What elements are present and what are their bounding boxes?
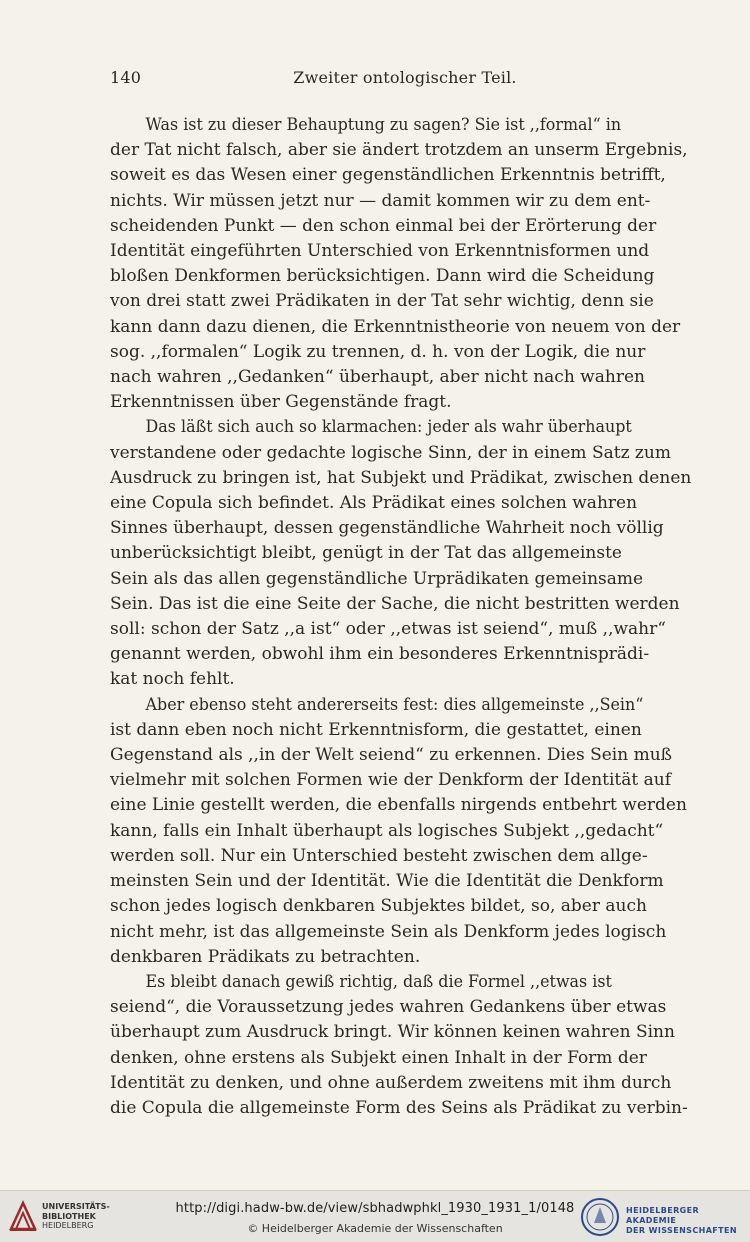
text-line: Das läßt sich auch so klarmachen: jeder als wahr überhaupt [145, 417, 632, 438]
text-line: vielmehr mit solchen Formen wie der Denkform der Identität auf [110, 770, 671, 791]
text-line: eine Linie gestellt werden, die ebenfalls nirgends entbehrt werden [110, 795, 687, 816]
text-line: nicht mehr, ist das allgemeinste Sein als Denkform jedes logisch [110, 921, 667, 942]
text-line: kann, falls ein Inhalt überhaupt als logisches Subjekt ,,gedacht“ [110, 820, 664, 841]
text-line: die Copula die allgemeinste Form des Seins als Prädikat zu verbin- [110, 1097, 688, 1118]
text-line: werden soll. Nur ein Unterschied besteht zwischen dem allge- [110, 845, 648, 866]
text-line: seiend“, die Voraussetzung jedes wahren Gedankens über etwas [110, 997, 667, 1018]
text-line: Aber ebenso steht andererseits fest: dies allgemeinste ,,Sein“ [145, 694, 644, 715]
text-line: verstandene oder gedachte logische Sinn, der in einem Satz zum [110, 442, 671, 463]
text-line: Erkenntnissen über Gegenstände fragt. [110, 392, 452, 413]
text-line: soweit es das Wesen einer gegenständlichen Erkenntnis betrifft, [110, 165, 666, 186]
paragraph [110, 693, 700, 970]
text-line: genannt werden, obwohl ihm ein besonderes Erkenntnisprädi- [110, 644, 650, 665]
text-line: ist dann eben noch nicht Erkenntnisform, die gestattet, einen [110, 719, 642, 740]
text-line: Ausdruck zu bringen ist, hat Subjekt und Prädikat, zwischen denen [110, 467, 692, 488]
text-line: unberücksichtigt bleibt, genügt in der Tat das allgemeinste [110, 543, 622, 564]
viewer-footer [0, 1190, 750, 1242]
paragraph [110, 415, 700, 692]
text-line: der Tat nicht falsch, aber sie ändert trotzdem an unserm Ergebnis, [110, 140, 688, 161]
text-line: überhaupt zum Ausdruck bringt. Wir können keinen wahren Sinn [110, 1022, 675, 1043]
academy-name-line: HEIDELBERGER AKADEMIE [626, 1206, 700, 1225]
text-line: nach wahren ,,Gedanken“ überhaupt, aber nicht nach wahren [110, 367, 645, 388]
library-name-line: UNIVERSITÄTS- [42, 1202, 110, 1211]
copyright-notice: © Heidelberger Akademie der Wissenschaften [247, 1222, 503, 1235]
page-number: 140 [110, 68, 142, 87]
text-line: Sinnes überhaupt, dessen gegenständliche Wahrheit noch völlig [110, 518, 664, 539]
library-name-line: HEIDELBERG [42, 1221, 94, 1230]
text-line: Gegenstand als ,,in der Welt seiend“ zu erkennen. Dies Sein muß [110, 745, 673, 766]
text-line: denkbaren Prädikats zu betrachten. [110, 946, 421, 967]
text-line: kann dann dazu dienen, die Erkenntnistheorie von neuem von der [110, 316, 681, 337]
text-line: meinsten Sein und der Identität. Wie die Identität die Denkform [110, 871, 664, 892]
text-line: Es bleibt danach gewiß richtig, daß die Formel ,,etwas ist [145, 971, 612, 992]
text-line: scheidenden Punkt — den schon einmal bei der Erörterung der [110, 215, 657, 236]
text-line: soll: schon der Satz ,,a ist“ oder ,,etwas ist seiend“, muß ,,wahr“ [110, 619, 666, 640]
text-line: schon jedes logisch denkbaren Subjektes bildet, so, aber auch [110, 896, 647, 917]
academy-seal-icon [580, 1197, 620, 1237]
text-line: Identität eingeführten Unterschied von Erkenntnisformen und [110, 241, 650, 262]
page-header [110, 68, 700, 92]
text-line: kat noch fehlt. [110, 669, 235, 690]
library-name-line: BIBLIOTHEK [42, 1211, 96, 1221]
body-text [110, 113, 700, 1121]
paragraph [110, 970, 700, 1121]
text-line: nichts. Wir müssen jetzt nur — damit kommen wir zu dem ent- [110, 190, 651, 211]
academy-name [626, 1206, 750, 1236]
text-line: Identität zu denken, und ohne außerdem zweitens mit ihm durch [110, 1072, 672, 1093]
text-line: bloßen Denkformen berücksichtigen. Dann wird die Scheidung [110, 266, 655, 287]
text-line: denken, ohne erstens als Subjekt einen Inhalt in der Form der [110, 1047, 647, 1068]
paragraph [110, 113, 700, 415]
text-line: von drei statt zwei Prädikaten in der Tat sehr wichtig, denn sie [110, 291, 654, 312]
text-line: Was ist zu dieser Behauptung zu sagen? Sie ist ,,formal“ in [145, 115, 622, 135]
text-line: eine Copula sich befindet. Als Prädikat eines solchen wahren [110, 493, 638, 514]
academy-name-line: DER WISSENSCHAFTEN [626, 1226, 737, 1235]
text-line: Sein. Das ist die eine Seite der Sache, die nicht bestritten werden [110, 593, 680, 614]
running-title: Zweiter ontologischer Teil. [293, 68, 517, 87]
text-line: sog. ,,formalen“ Logik zu trennen, d. h. von der Logik, die nur [110, 341, 646, 362]
permalink-url[interactable]: http://digi.hadw-bw.de/view/sbhadwphkl_1930_1931_1/0148 [175, 1201, 575, 1216]
text-line: Sein als das allen gegenständliche Urprädikaten gemeinsame [110, 568, 644, 589]
